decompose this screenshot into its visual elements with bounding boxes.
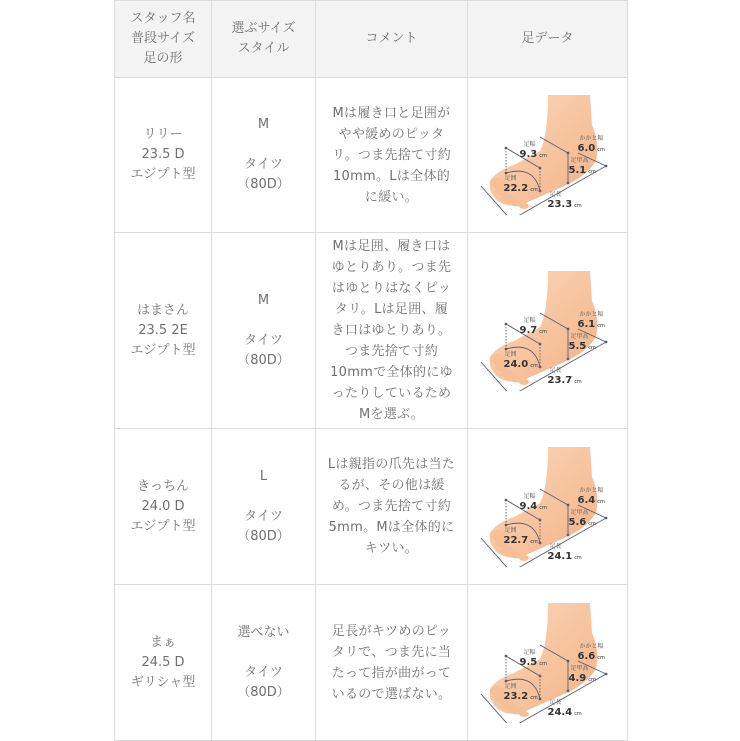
comment-line: Mを選ぶ。: [359, 407, 424, 422]
comment-line: たって指が曲がって: [331, 665, 452, 681]
header-line: 足の形: [143, 51, 183, 66]
denier: （80D）: [237, 684, 290, 700]
comment-line: Mは履き口と足囲が: [332, 105, 451, 121]
comment-line: き口はゆとりあり。: [331, 323, 452, 338]
table-header-row: [115, 1, 628, 78]
usual-size: 24.0 D: [141, 498, 185, 514]
foot-data-cell: [468, 78, 628, 233]
length-value: 23.3 cm: [547, 199, 582, 210]
girth-label: 足囲: [504, 682, 517, 690]
staff-name: はまさん: [136, 302, 189, 318]
instep-height-label: 足甲高: [570, 332, 589, 340]
comment-line: に緩い。: [364, 189, 419, 205]
foot-width-label: 足幅: [523, 648, 536, 656]
foot-shape: エジプト型: [130, 167, 196, 182]
heel-width-value: 6.1 cm: [577, 318, 605, 330]
comment-line: Mは足囲、履き口は: [332, 239, 451, 254]
style: タイツ: [244, 157, 283, 172]
denier: （80D）: [237, 528, 290, 544]
header-staff: [115, 1, 212, 78]
header-line: スタイル: [237, 41, 290, 56]
denier: （80D）: [237, 177, 290, 192]
comment-line: ったりしているため: [331, 386, 452, 401]
choice-cell: [212, 585, 316, 741]
instep-height-value: 5.6 cm: [568, 516, 596, 528]
foot-width-label: 足幅: [523, 316, 536, 324]
chosen-size: L: [259, 468, 268, 484]
instep-height-value: 5.1 cm: [568, 165, 596, 176]
comment-line: ゆとりあり。つま先: [331, 260, 452, 275]
girth-label: 足囲: [504, 350, 517, 358]
staff-name: きっちん: [136, 478, 189, 494]
length-label: 足長: [549, 542, 562, 550]
comment-line: るが、その他は緩: [338, 478, 445, 493]
staff-cell: [115, 233, 212, 429]
foot-shape: エジプト型: [130, 518, 196, 534]
length-value: 24.1 cm: [547, 550, 582, 562]
choice-cell: [212, 233, 316, 429]
style: タイツ: [244, 508, 283, 524]
foot-width-label: 足幅: [523, 492, 536, 500]
staff-cell: [115, 78, 212, 233]
chosen-size: 選べない: [237, 624, 290, 640]
foot-diagram: [478, 271, 618, 391]
girth-value: 24.0 cm: [503, 358, 538, 370]
choice-cell: [212, 429, 316, 585]
girth-value: 23.2 cm: [503, 690, 538, 702]
foot-diagram: [478, 95, 618, 215]
length-value: 24.4 cm: [547, 706, 582, 718]
comment-line: はゆとりはなくピッ: [331, 281, 452, 296]
girth-label: 足囲: [504, 526, 517, 534]
foot-shape: エジプト型: [130, 342, 196, 358]
comment-line: 10mm。Lは全体的: [332, 168, 451, 184]
instep-height-value: 5.5 cm: [568, 340, 596, 352]
instep-height-label: 足甲高: [570, 664, 589, 672]
style: タイツ: [244, 332, 283, 348]
staff-name: まぁ: [149, 634, 176, 650]
header-choice: [212, 1, 316, 78]
table-row: [115, 585, 628, 741]
length-value: 23.7 cm: [547, 374, 582, 386]
choice-cell: [212, 78, 316, 233]
heel-width-label: かかと幅: [579, 135, 604, 142]
table-row: [115, 429, 628, 585]
staff-cell: [115, 585, 212, 741]
comment-cell: [316, 233, 468, 429]
foot-shape: ギリシャ型: [130, 674, 196, 690]
header-line: 普段サイズ: [131, 31, 195, 46]
length-label: 足長: [549, 698, 562, 706]
comment-line: タリで、つま先に当: [331, 644, 452, 660]
usual-size: 23.5 2E: [138, 322, 188, 338]
girth-value: 22.7 cm: [503, 534, 538, 546]
foot-width-value: 9.7 cm: [519, 324, 547, 336]
foot-data-cell: [468, 429, 628, 585]
denier: （80D）: [237, 352, 290, 368]
heel-width-label: かかと幅: [579, 310, 604, 318]
girth-label: 足囲: [504, 175, 517, 182]
instep-height-label: 足甲高: [570, 157, 589, 164]
comment-line: やや緩めのピッタ: [338, 126, 445, 142]
usual-size: 24.5 D: [141, 654, 185, 670]
comment-line: リ。つま先捨て寸約: [331, 147, 452, 163]
comment-line: Lは親指の爪先は当た: [327, 457, 456, 472]
header-line: 足データ: [521, 31, 574, 46]
header-line: 選ぶサイズ: [231, 21, 296, 36]
comment-line: 5mm。Mは全体的に: [328, 520, 455, 535]
comment-line: 10mmで全体的にゆ: [330, 365, 453, 380]
comment-line: タリ。Lは足囲、履: [334, 302, 449, 317]
foot-width-label: 足幅: [523, 141, 536, 148]
foot-width-value: 9.5 cm: [519, 656, 547, 668]
heel-width-value: 6.4 cm: [577, 494, 605, 506]
comment-line: め。つま先捨て寸約: [331, 499, 452, 514]
comment-line: キツい。: [364, 541, 419, 556]
girth-value: 22.2 cm: [503, 183, 538, 194]
foot-data-cell: [468, 585, 628, 741]
heel-width-label: かかと幅: [579, 486, 604, 494]
comment-cell: [316, 429, 468, 585]
comment-line: 足長がキツめのピッ: [331, 623, 452, 639]
staff-size-table: [114, 0, 628, 741]
comment-line: いるので選ばない。: [331, 686, 452, 702]
header-comment: [316, 1, 468, 78]
foot-diagram: [478, 603, 618, 723]
foot-width-value: 9.3 cm: [519, 149, 547, 160]
heel-width-value: 6.6 cm: [577, 650, 605, 662]
foot-data-cell: [468, 233, 628, 429]
staff-cell: [115, 429, 212, 585]
heel-width-label: かかと幅: [579, 642, 604, 650]
table-row: [115, 78, 628, 233]
header-line: スタッフ名: [130, 11, 196, 26]
style: タイツ: [244, 664, 283, 680]
header-foot-data: [468, 1, 628, 78]
staff-name: リリー: [143, 127, 183, 142]
table-row: [115, 233, 628, 429]
heel-width-value: 6.0 cm: [577, 143, 605, 154]
comment-line: つま先捨て寸約: [344, 344, 439, 359]
length-label: 足長: [549, 191, 562, 198]
length-label: 足長: [549, 366, 562, 374]
chosen-size: M: [257, 292, 270, 308]
comment-cell: [316, 585, 468, 741]
foot-diagram: [478, 447, 618, 567]
comment-cell: [316, 78, 468, 233]
instep-height-value: 4.9 cm: [568, 672, 596, 684]
usual-size: 23.5 D: [141, 147, 185, 162]
header-line: コメント: [365, 31, 418, 46]
foot-width-value: 9.4 cm: [519, 500, 547, 512]
instep-height-label: 足甲高: [570, 508, 589, 516]
chosen-size: M: [257, 117, 270, 132]
